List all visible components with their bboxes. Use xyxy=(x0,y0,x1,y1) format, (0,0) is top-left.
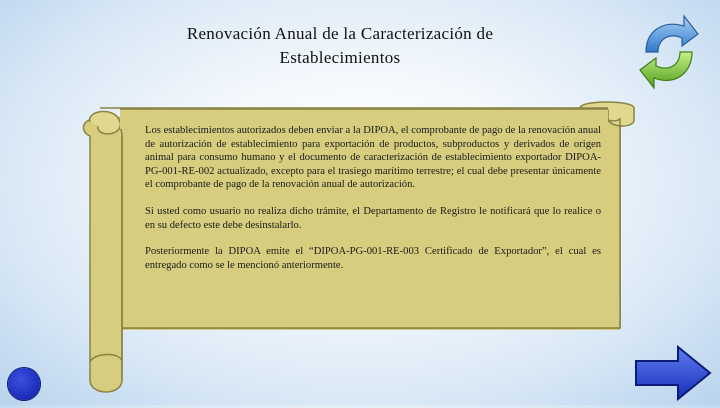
scroll-text xyxy=(145,124,601,285)
paragraph-2: Si usted como usuario no realiza dicho trámite, el Departamento de Registro le notificará que lo realice o en su defecto este debe desinstalarlo. xyxy=(145,205,601,231)
next-arrow-icon[interactable] xyxy=(634,345,712,403)
slide-title xyxy=(120,22,560,70)
refresh-icon[interactable] xyxy=(638,12,700,92)
paragraph-3: Posteriormente la DIPOA emite el “DIPOA-PG-001-RE-003 Certificado de Exportador”, el cual es entregado como se le mencionó anteriormente. xyxy=(145,246,601,271)
paragraph-1: Los establecimientos autorizados deben enviar a la DIPOA, el comprobante de pago de la renovación anual de autorización de establecimiento para exportación de productos, subproductos y derivados de origen animal para consumo humano y el documento de caracterización de establecimiento exportador DIPOA-PG-001-RE-002 actualizado, excepto para el trasiego marítimo terrestre; el cual debe presentar únicamente el comprobante de pago de la renovación anual de autorización. xyxy=(145,125,601,191)
slide-title-line1: Renovación Anual de la Caracterización de xyxy=(186,24,494,43)
slide-title-line2: Establecimientos xyxy=(279,48,401,67)
circle-button-icon[interactable] xyxy=(8,368,40,400)
